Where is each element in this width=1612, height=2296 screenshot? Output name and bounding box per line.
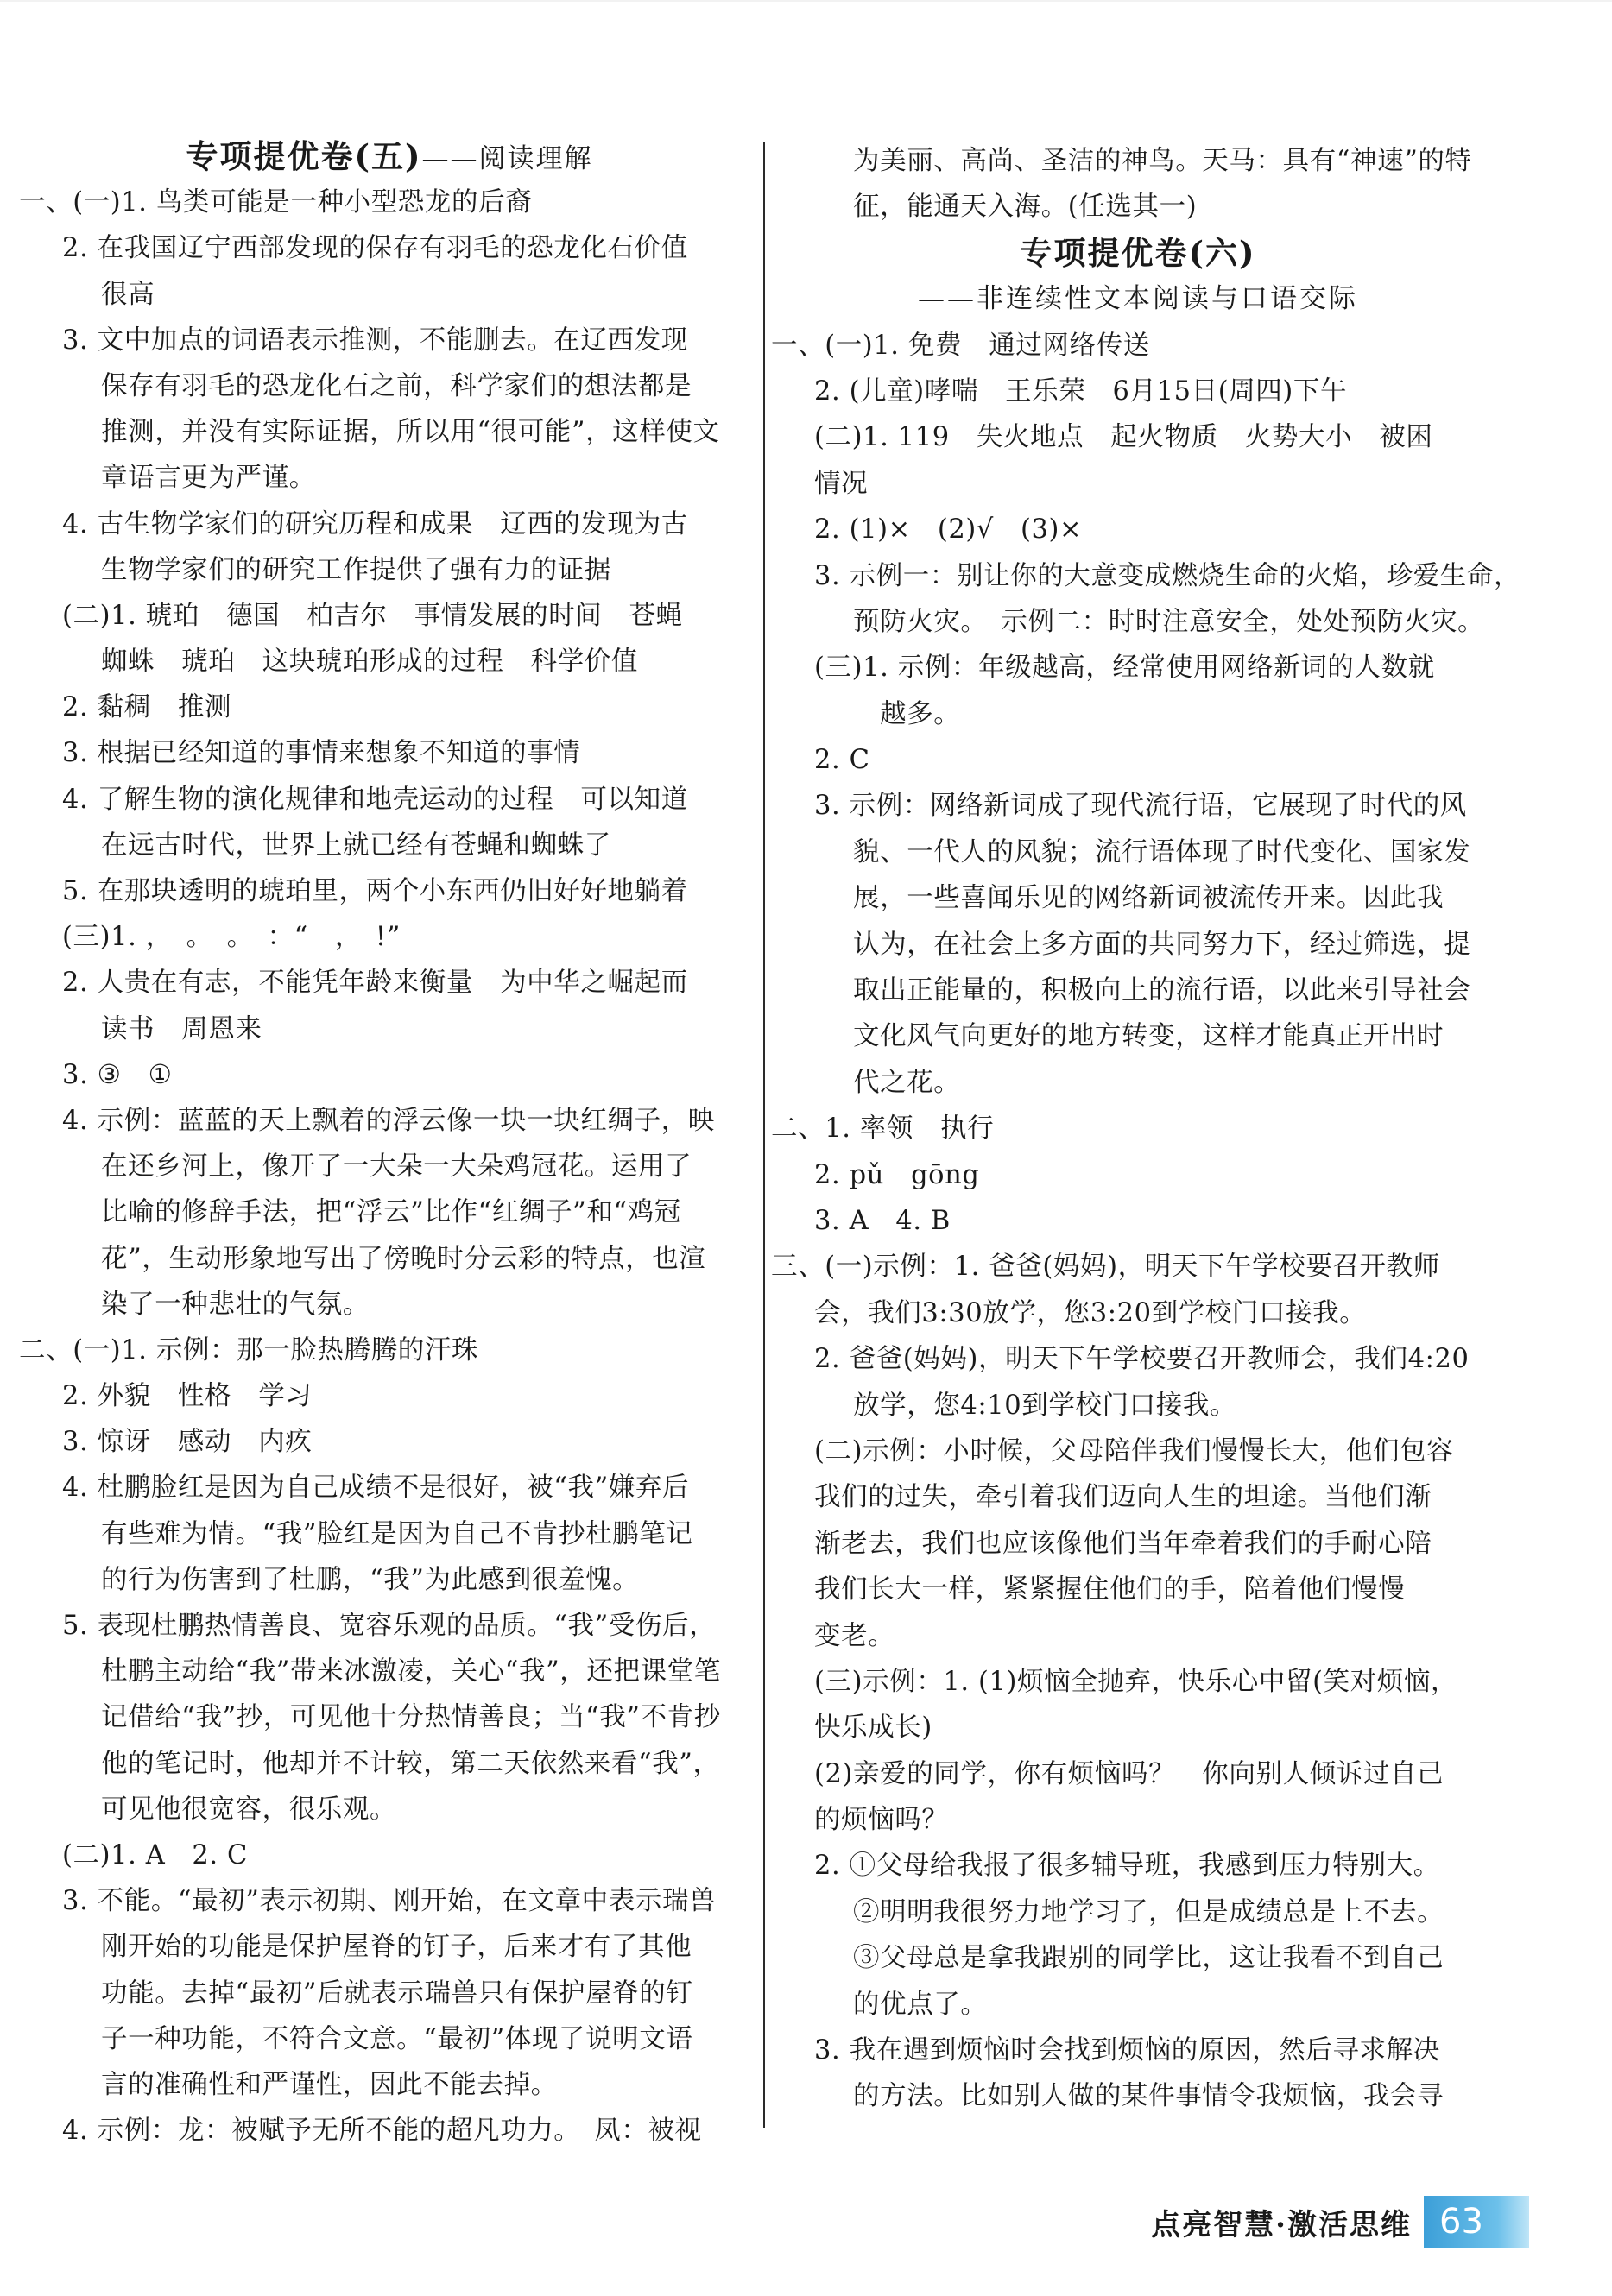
answer-line: 认为，在社会上多方面的共同努力下，经过筛选，提	[853, 929, 1471, 960]
answer-line: (2)亲爱的同学，你有烦恼吗？ 你向别人倾诉过自己	[814, 1758, 1444, 1789]
answer-line: 二、1. 率领 执行	[771, 1113, 995, 1145]
answer-line: (三)示例：1. (1)烦恼全抛弃，快乐心中留(笑对烦恼，	[814, 1666, 1458, 1697]
answer-line: 3. 示例一：别让你的大意变成燃烧生命的火焰，珍爱生命，	[814, 560, 1521, 591]
answer-line: 有些难为情。“我”脸红是因为自己不肯抄杜鹏笔记	[101, 1518, 693, 1549]
answer-line: 的方法。比如别人做的某件事情令我烦恼，我会寻	[853, 2081, 1444, 2112]
answer-line: 快乐成长)	[814, 1713, 932, 1744]
answer-line: 杜鹏主动给“我”带来冰激凌，关心“我”，还把课堂笔	[101, 1656, 721, 1687]
answer-line: 生物学家们的研究工作提供了强有力的证据	[101, 554, 611, 585]
answer-line: 征，能通天入海。(任选其一)	[853, 192, 1198, 223]
answer-line: 我们的过失，牵引着我们迈向人生的坦途。当他们渐	[814, 1482, 1432, 1513]
answer-line: 章语言更为严谨。	[101, 463, 316, 494]
answer-line: 3. 根据已经知道的事情来想象不知道的事情	[62, 738, 581, 769]
answer-line: 5. 表现杜鹏热情善良、宽容乐观的品质。“我”受伤后，	[62, 1611, 717, 1641]
answer-line: 在还乡河上，像开了一大朵一大朵鸡冠花。运用了	[101, 1151, 692, 1183]
answer-line: 5. 在那块透明的琥珀里，两个小东西仍旧好好地躺着	[62, 876, 688, 906]
answer-line: 为美丽、高尚、圣洁的神鸟。天马：具有“神速”的特	[853, 146, 1472, 176]
answer-line: 在远古时代，世界上就已经有苍蝇和蜘蛛了	[101, 829, 611, 861]
answer-line: 4. 杜鹏脸红是因为自己成绩不是很好，被“我”嫌弃后	[62, 1473, 690, 1504]
answer-line: 4. 示例：龙：被赋予无所不能的超凡功力。 凤：被视	[62, 2116, 702, 2147]
answer-line: 我们长大一样，紧紧握住他们的手，陪着他们慢慢	[814, 1574, 1406, 1605]
answer-line: 一、(一)1. 免费 通过网络传送	[771, 330, 1150, 361]
answer-line: 3. 不能。“最初”表示初期、刚开始，在文章中表示瑞兽	[62, 1886, 717, 1917]
answer-line: 2. 爸爸(妈妈)，明天下午学校要召开教师会，我们4:20	[814, 1344, 1470, 1375]
section-title-text: 专项提优卷(五)	[186, 137, 422, 175]
answer-line: 预防火灾。 示例二：时时注意安全，处处预防火灾。	[853, 606, 1485, 637]
top-edge	[0, 0, 1612, 2]
answer-line: 染了一种悲壮的气氛。	[101, 1289, 370, 1320]
answer-line: 4. 了解生物的演化规律和地壳运动的过程 可以知道	[62, 784, 688, 815]
answer-line: (三)1. ， 。 。 ：“ ， !”	[62, 922, 401, 953]
answer-line: 2. ①父母给我报了很多辅导班，我感到压力特别大。	[814, 1851, 1440, 1882]
answer-line: (二)1. 琥珀 德国 柏吉尔 事情发展的时间 苍蝇	[62, 600, 683, 631]
page-number: 63	[1439, 2202, 1483, 2242]
answer-line: 记借给“我”抄，可见他十分热情善良；当“我”不肯抄	[101, 1702, 721, 1733]
answer-line: 子一种功能，不符合文意。“最初”体现了说明文语	[101, 2023, 693, 2054]
answer-line: 3. 示例：网络新词成了现代流行语，它展现了时代的风	[814, 791, 1467, 822]
answer-line: (二)1. 119 失火地点 起火物质 火势大小 被困	[814, 422, 1433, 453]
answer-line: 4. 示例：蓝蓝的天上飘着的浮云像一块一块红绸子，映	[62, 1105, 715, 1136]
answer-line: 3. 我在遇到烦恼时会找到烦恼的原因，然后寻求解决	[814, 2035, 1440, 2066]
answer-line: 取出正能量的，积极向上的流行语，以此来引导社会	[853, 975, 1471, 1006]
answer-line: 3. ③ ①	[62, 1059, 173, 1090]
footer-slogan: 点亮智慧·激活思维	[1151, 2207, 1412, 2242]
column-divider	[763, 142, 765, 2128]
answer-line: ②明明我很努力地学习了，但是成绩总是上不去。	[853, 1896, 1444, 1927]
answer-line: 渐老去，我们也应该像他们当年牵着我们的手耐心陪	[814, 1528, 1432, 1559]
answer-line: 展，一些喜闻乐见的网络新词被流传开来。因此我	[853, 883, 1444, 914]
answer-line: 3. 惊讶 感动 内疚	[62, 1427, 313, 1458]
answer-line: 比喻的修辞手法，把“浮云”比作“红绸子”和“鸡冠	[101, 1197, 681, 1228]
answer-line: 刚开始的功能是保护屋脊的钉子，后来才有了其他	[101, 1932, 692, 1963]
answer-line: 2. (儿童)哮喘 王乐荣 6月15日(周四)下午	[814, 375, 1348, 407]
answer-line: 情况	[814, 468, 869, 499]
section-title-text: 专项提优卷(六)	[1020, 233, 1256, 272]
answer-line: 2. 在我国辽宁西部发现的保存有羽毛的恐龙化石价值	[62, 233, 688, 264]
answer-line: 会，我们3:30放学，您3:20到学校门口接我。	[814, 1297, 1367, 1328]
answer-line: 代之花。	[853, 1067, 961, 1098]
section-subtitle-text: ——阅读理解	[421, 143, 593, 174]
answer-line: 三、(一)示例：1. 爸爸(妈妈)，明天下午学校要召开教师	[771, 1252, 1440, 1283]
answer-line: 2. pǔ gōng	[814, 1159, 980, 1190]
answer-line: 的优点了。	[853, 1989, 988, 2020]
answer-line: 放学，您4:10到学校门口接我。	[853, 1390, 1237, 1421]
answer-line: (三)1. 示例：年级越高，经常使用网络新词的人数就	[814, 653, 1435, 684]
answer-line: 很高	[101, 279, 155, 310]
left-column	[19, 134, 760, 2154]
answer-line: (二)1. A 2. C	[62, 1839, 248, 1870]
answer-line: 的行为伤害到了杜鹏，“我”为此感到很羞愧。	[101, 1564, 640, 1595]
answer-line: (二)示例：小时候，父母陪伴我们慢慢长大，他们包容	[814, 1435, 1454, 1467]
answer-line: 功能。去掉“最初”后就表示瑞兽只有保护屋脊的钉	[101, 1977, 693, 2009]
page-footer	[1151, 2194, 1529, 2249]
answer-line: 2. 外貌 性格 学习	[62, 1381, 313, 1412]
answer-line: 推测，并没有实际证据，所以用“很可能”，这样使文	[101, 417, 720, 448]
answer-line: 文化风气向更好的地方转变，这样才能真正开出时	[853, 1021, 1444, 1052]
right-column	[771, 138, 1521, 2120]
answer-line: 一、(一)1. 鸟类可能是一种小型恐龙的后裔	[19, 187, 533, 218]
section-title	[771, 230, 1505, 276]
answer-line: 3. 文中加点的词语表示推测，不能删去。在辽西发现	[62, 325, 688, 356]
answer-line: 他的笔记时，他却并不计较，第二天依然来看“我”，	[101, 1748, 720, 1779]
answer-line: 言的准确性和严谨性，因此不能去掉。	[101, 2069, 558, 2100]
section-title	[19, 134, 760, 180]
answer-line: 的烦恼吗？	[814, 1805, 949, 1836]
page-number-badge	[1424, 2196, 1529, 2248]
answer-line: 二、(一)1. 示例：那一脸热腾腾的汗珠	[19, 1334, 479, 1366]
answer-line: 2. 黏稠 推测	[62, 692, 232, 723]
answer-line: 貌、一代人的风貌；流行语体现了时代变化、国家发	[853, 836, 1471, 867]
section-subtitle: ——非连续性文本阅读与口语交际	[918, 283, 1358, 315]
answer-line: 2. (1)× (2)√ (3)×	[814, 514, 1083, 546]
answer-line: 4. 古生物学家们的研究历程和成果 辽西的发现为古	[62, 508, 688, 539]
answer-line: 花”，生动形象地写出了傍晚时分云彩的特点，也渲	[101, 1243, 706, 1274]
answer-line: 蜘蛛 琥珀 这块琥珀形成的过程 科学价值	[101, 647, 638, 678]
answer-line: 2. 人贵在有志，不能凭年龄来衡量 为中华之崛起而	[62, 968, 688, 999]
answer-line: ③父母总是拿我跟别的同学比，这让我看不到自己	[853, 1943, 1444, 1974]
answer-line: 2. C	[814, 745, 870, 776]
answer-line: 读书 周恩来	[101, 1013, 262, 1044]
answer-line: 保存有羽毛的恐龙化石之前，科学家们的想法都是	[101, 370, 692, 401]
answer-line: 3. A 4. B	[814, 1205, 951, 1236]
answer-line: 越多。	[853, 698, 961, 729]
answer-line: 变老。	[814, 1620, 895, 1651]
answer-line: 可见他很宽容，很乐观。	[101, 1794, 397, 1825]
